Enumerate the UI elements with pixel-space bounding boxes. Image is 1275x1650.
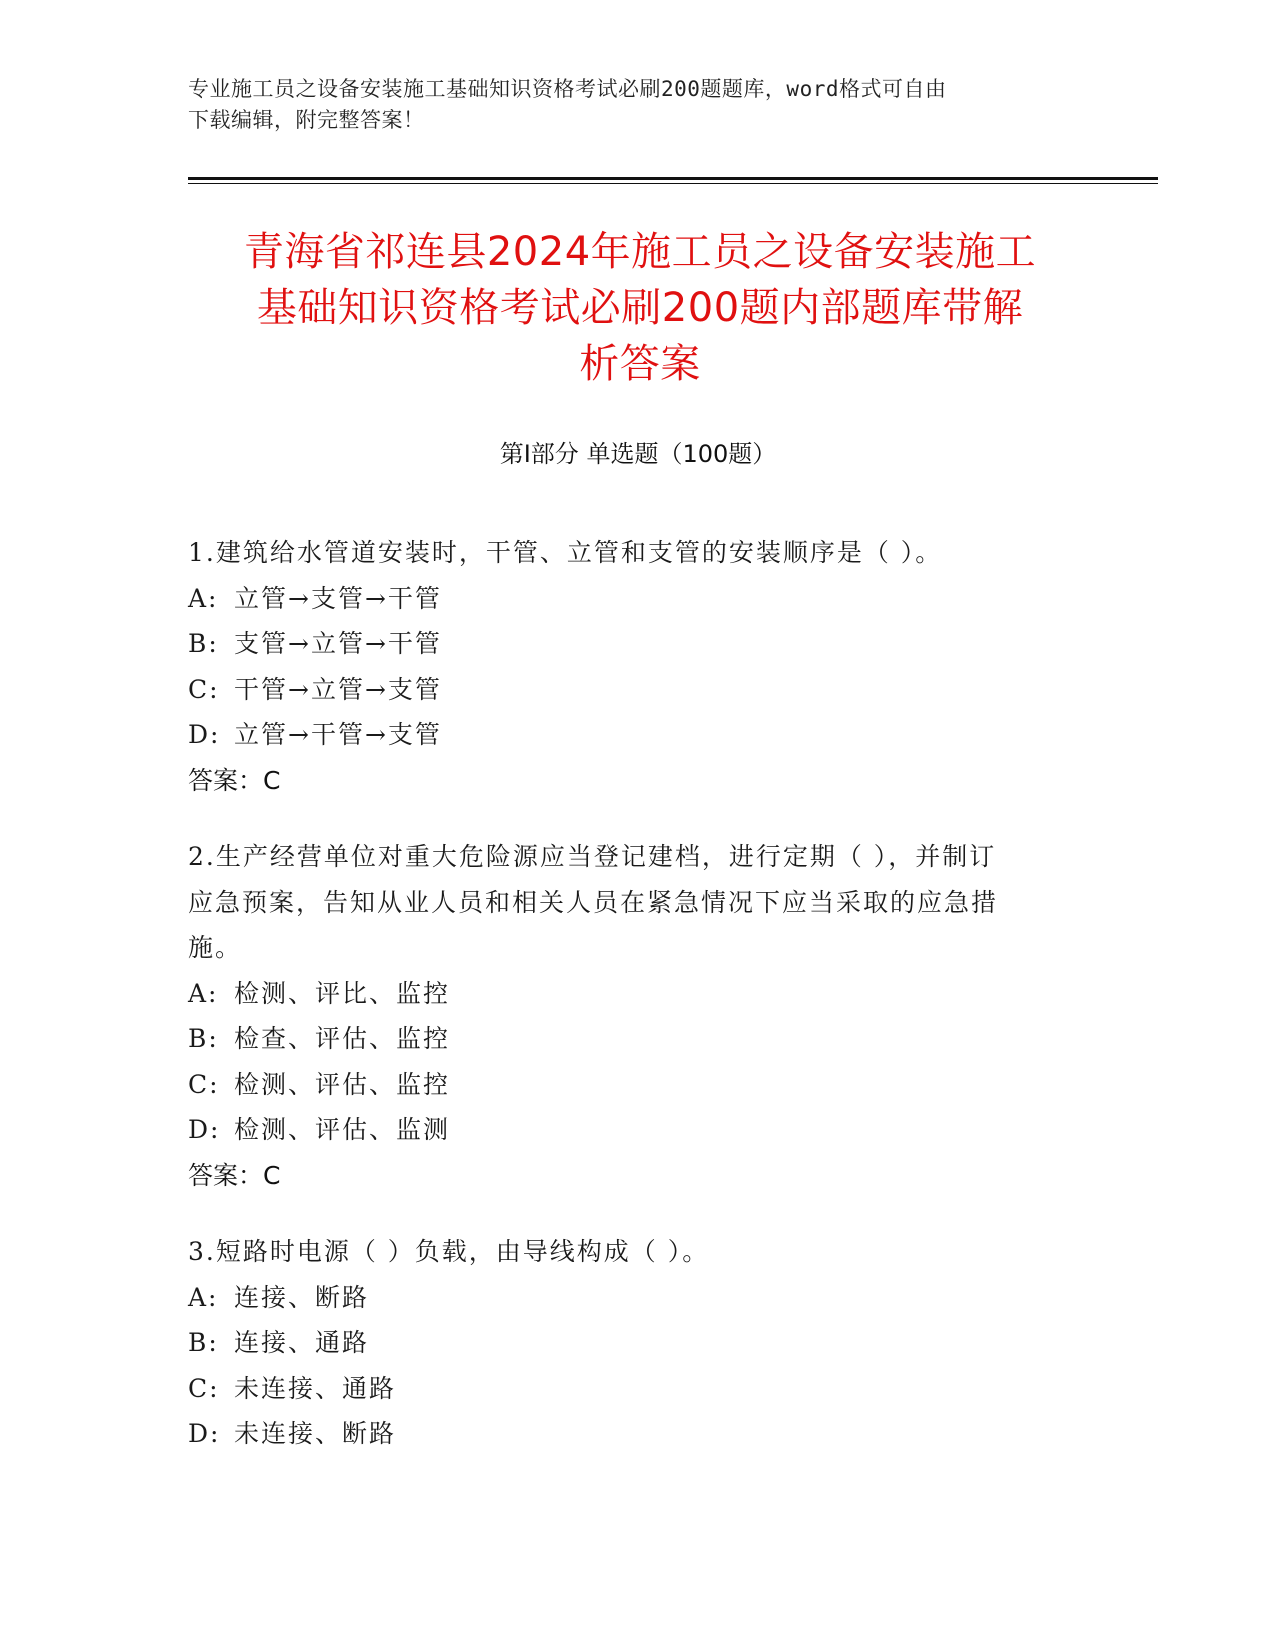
question-2 [188, 834, 1088, 1198]
option-d [188, 1411, 1088, 1457]
option-b [188, 1016, 1088, 1062]
option-label: A: [188, 1282, 219, 1312]
header-note-line-2: 下载编辑，附完整答案！ [188, 108, 425, 132]
option-label: B: [188, 1328, 219, 1357]
option-label: B: [188, 1024, 219, 1053]
question-3 [188, 1229, 1088, 1457]
answer: 答案：C [188, 765, 281, 795]
option-c [188, 667, 1088, 713]
option-d [188, 712, 1088, 758]
option-text: 立管→干管→支管 [234, 720, 442, 749]
option-label: A: [188, 583, 219, 613]
question-stem: 2.生产经营单位对重大危险源应当登记建档，进行定期（ ），并制订 [188, 842, 997, 871]
question-stem: 3.短路时电源（ ）负载，由导线构成（ ）。 [188, 1237, 710, 1266]
document-title-line-2: 基础知识资格考试必刷200题内部题库带解 [256, 285, 1024, 331]
header-divider-thick [188, 177, 1158, 180]
option-text: 未连接、通路 [234, 1373, 397, 1403]
question-1 [188, 530, 1088, 803]
document-title-line-1: 青海省祁连县2024年施工员之设备安装施工 [243, 229, 1037, 275]
option-b [188, 1320, 1088, 1366]
option-text: 支管→立管→干管 [234, 629, 442, 658]
document-title [160, 224, 1120, 392]
option-a [188, 1275, 1088, 1321]
option-text: 连接、通路 [234, 1328, 370, 1357]
option-label: B: [188, 629, 219, 658]
question-list [188, 530, 1088, 1488]
answer: 答案：C [188, 1160, 281, 1190]
option-text: 干管→立管→支管 [234, 674, 442, 704]
option-text: 检测、评比、监控 [234, 978, 451, 1008]
header-note [188, 74, 1068, 136]
header-divider-thin [188, 183, 1158, 184]
option-text: 连接、断路 [234, 1282, 370, 1312]
option-label: D: [188, 1419, 221, 1448]
option-text: 检测、评估、监控 [234, 1069, 451, 1099]
option-c [188, 1062, 1088, 1108]
option-a [188, 971, 1088, 1017]
option-label: C: [188, 1069, 220, 1099]
option-label: D: [188, 720, 221, 749]
option-c [188, 1366, 1088, 1412]
option-label: A: [188, 978, 219, 1008]
option-text: 检测、评估、监测 [234, 1115, 451, 1144]
option-label: D: [188, 1115, 221, 1144]
question-stem-continued: 应急预案，告知从业人员和相关人员在紧急情况下应当采取的应急措 [188, 887, 999, 917]
section-title: 第Ⅰ部分 单选题（100题） [499, 440, 777, 468]
option-d [188, 1107, 1088, 1153]
document-title-line-3: 析答案 [579, 341, 701, 387]
option-text: 立管→支管→干管 [234, 583, 442, 613]
option-text: 检查、评估、监控 [234, 1024, 451, 1053]
question-stem: 1.建筑给水管道安装时，干管、立管和支管的安装顺序是（ ）。 [188, 538, 943, 567]
option-a [188, 576, 1088, 622]
question-stem-continued: 施。 [188, 933, 243, 962]
option-label: C: [188, 1373, 220, 1403]
option-text: 未连接、断路 [234, 1419, 397, 1448]
header-note-line-1: 专业施工员之设备安装施工基础知识资格考试必刷200题题库，word格式可自由 [188, 77, 947, 101]
option-label: C: [188, 674, 220, 704]
option-b [188, 621, 1088, 667]
